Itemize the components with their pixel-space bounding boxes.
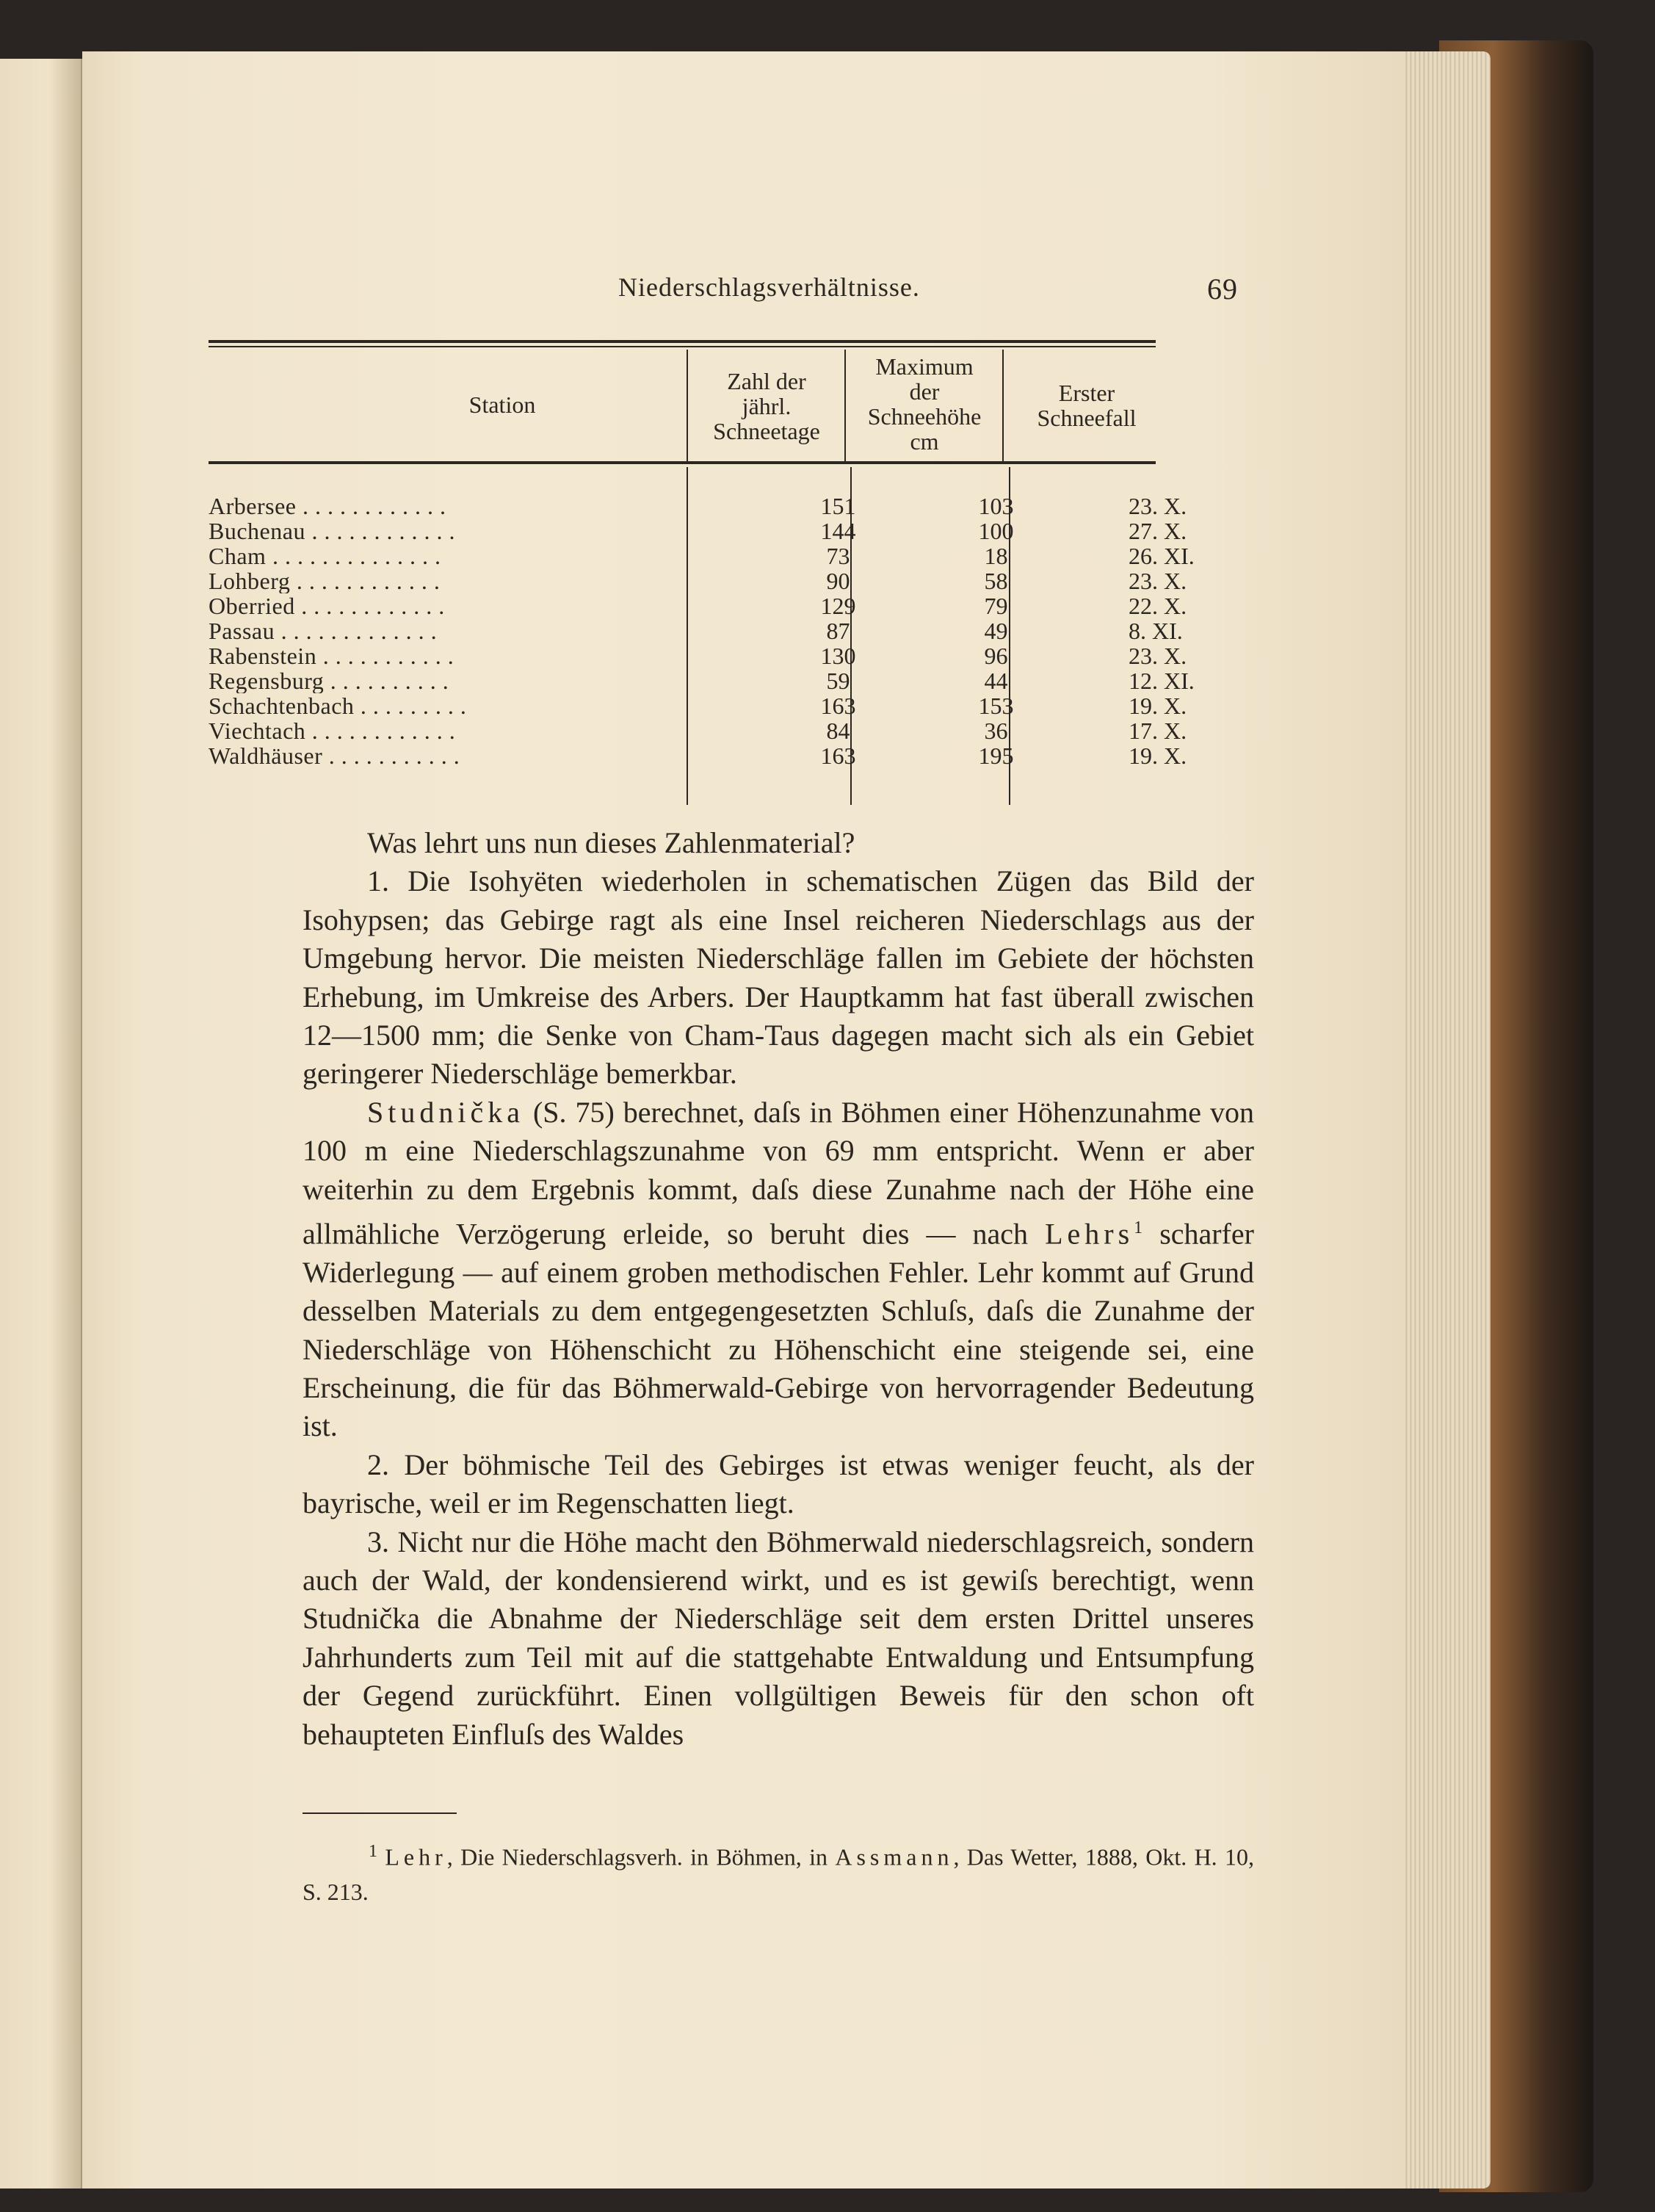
footnote-number: 1 — [369, 1842, 377, 1861]
table-row — [209, 518, 1251, 543]
first-snowfall: 23. X. — [1129, 643, 1187, 669]
page-stack-edge — [1399, 51, 1491, 2188]
footnote-author: Lehr — [385, 1843, 447, 1871]
table-top-rule — [209, 340, 1156, 343]
max-snow-depth: 79 — [984, 593, 1008, 619]
body-text — [303, 824, 1254, 1754]
paragraph-4: 3. Nicht nur die Höhe macht den Böhmerwald niederschlagsreich, sondern auch der Wald, der kondensierend wirkt, und es ist gewiſs berechtigt, wenn Studnička die Abnahme der Niederschläge seit dem ersten Drittel unseres Jahrhunderts zum Teil mit auf die stattgehabte Entwaldung und Entsumpfung der Gegend zurückführt. Einen vollgültigen Beweis für den schon oft behaupteten Einfluſs des Waldes — [303, 1525, 1254, 1751]
column-divider — [687, 350, 688, 461]
header-line: Schneefall — [1037, 405, 1137, 431]
header-station: Station — [468, 391, 536, 418]
snow-days: 144 — [820, 518, 856, 544]
table-row — [209, 568, 1251, 593]
max-snow-depth: 44 — [984, 668, 1008, 694]
paragraph-1: 1. Die Isohyëten wiederholen in schematischen Zügen das Bild der Isohypsen; das Gebirge ragt als eine Insel reicheren Niederschlags aus der Umgebung hervor. Die meisten Niederschläge fallen im Gebiete der höchsten Erhebung, im Umkreise des Arbers. Der Hauptkamm hat fast überall zwischen 12—1500 mm; die Senke von Cham-Taus dagegen macht sich als ein Gebiet geringerer Niederschläge bemerkbar. — [303, 864, 1254, 1091]
table-row — [209, 618, 1251, 643]
snow-days: 90 — [826, 568, 850, 594]
column-divider — [1002, 350, 1004, 461]
station-name: Arbersee . . . . . . . . . . . . — [209, 494, 446, 518]
paragraph-intro: Was lehrt uns nun dieses Zahlenmaterial? — [367, 826, 855, 859]
station-name: Regensburg . . . . . . . . . . — [209, 668, 449, 693]
header-line: Zahl der — [727, 368, 806, 394]
station-name: Passau . . . . . . . . . . . . . — [209, 618, 438, 643]
max-snow-depth: 36 — [984, 718, 1008, 744]
author-name: Lehrs — [1045, 1217, 1134, 1251]
max-snow-depth: 153 — [978, 693, 1014, 719]
max-snow-depth: 58 — [984, 568, 1008, 594]
snow-days: 129 — [820, 593, 856, 619]
snow-days: 73 — [826, 543, 850, 569]
table-row — [209, 543, 1251, 568]
snow-days: 163 — [820, 742, 856, 769]
page-number: 69 — [1207, 272, 1238, 306]
column-divider — [844, 350, 846, 461]
paragraph-3: 2. Der böhmische Teil des Gebirges ist etwas weniger feucht, als der bayrische, weil er im Regenschatten liegt. — [303, 1447, 1254, 1520]
table-row — [209, 494, 1251, 518]
station-name: Oberried . . . . . . . . . . . . — [209, 593, 445, 618]
first-snowfall: 12. XI. — [1129, 668, 1195, 694]
table-row — [209, 743, 1251, 768]
header-line: Maximum — [875, 353, 974, 380]
footnote-text: , Das Wetter, 1888, Okt. H. 10, S. 213. — [303, 1843, 1255, 1905]
header-line: Schneetage — [713, 418, 820, 444]
header-line: jährl. — [742, 393, 792, 419]
max-snow-depth: 49 — [984, 618, 1008, 644]
footnote-author: Assmann — [835, 1843, 954, 1871]
station-name: Waldhäuser . . . . . . . . . . . — [209, 743, 460, 768]
table-row — [209, 593, 1251, 618]
paragraph-2 — [303, 1094, 1254, 1446]
first-snowfall: 8. XI. — [1129, 618, 1183, 644]
header-line: der — [909, 378, 940, 405]
left-page-margin — [0, 59, 82, 2188]
station-name: Schachtenbach . . . . . . . . . — [209, 693, 467, 718]
max-snow-depth: 100 — [978, 518, 1014, 544]
header-line: Schneehöhe — [867, 403, 982, 430]
station-name: Viechtach . . . . . . . . . . . . — [209, 718, 456, 743]
table-row — [209, 718, 1251, 743]
paragraph-text: scharfer Widerlegung — auf einem groben methodischen Fehler. Lehr kommt auf Grund desselben Materials zu dem entgegengesetzten Schluſs, daſs die Zunahme der Niederschläge von Höhenschicht zu Höhenschicht eine steigende sei, eine Erscheinung, die für das Böhmerwald-Gebirge von hervorragender Bedeutung ist. — [303, 1217, 1255, 1443]
max-snow-depth: 195 — [978, 742, 1014, 769]
first-snowfall: 22. X. — [1129, 593, 1187, 619]
table-row — [209, 643, 1251, 668]
table-top-rule-thin — [209, 346, 1156, 347]
station-name: Buchenau . . . . . . . . . . . . — [209, 518, 455, 543]
snow-days: 84 — [826, 718, 850, 744]
station-name: Lohberg . . . . . . . . . . . . — [209, 568, 441, 593]
snow-days: 87 — [826, 618, 850, 644]
first-snowfall: 17. X. — [1129, 718, 1187, 744]
first-snowfall: 23. X. — [1129, 493, 1187, 519]
max-snow-depth: 96 — [984, 643, 1008, 669]
header-first-snowfall — [1006, 380, 1167, 430]
first-snowfall: 23. X. — [1129, 568, 1187, 594]
first-snowfall: 19. X. — [1129, 742, 1187, 769]
snow-days: 163 — [820, 693, 856, 719]
running-title: Niederschlagsverhältnisse. — [618, 272, 920, 302]
snow-days: 151 — [820, 493, 856, 519]
footnote-text: , Die Niederschlagsverh. in Böhmen, in — [446, 1843, 836, 1871]
header-max-snow-depth — [847, 354, 1002, 454]
max-snow-depth: 103 — [978, 493, 1014, 519]
station-name: Rabenstein . . . . . . . . . . . — [209, 643, 455, 668]
header-line: cm — [910, 428, 939, 455]
paragraph-text: (S. 75) berechnet, daſs in Böhmen einer Höhenzunahme von 100 m eine Niederschlagszunahme von 69 mm entspricht. Wenn er aber weiterhin zu dem Ergebnis kommt, daſs diese Zunahme nach der Höhe eine allmähliche Verzögerung erleide, so beruht dies — nach — [303, 1095, 1254, 1251]
footnote-mark: 1 — [1134, 1218, 1143, 1238]
footnote-rule — [303, 1812, 457, 1814]
table-row — [209, 668, 1251, 693]
snow-days: 130 — [820, 643, 856, 669]
table-header-rule — [209, 461, 1156, 464]
station-name: Cham . . . . . . . . . . . . . . — [209, 543, 441, 568]
first-snowfall: 26. XI. — [1129, 543, 1195, 569]
first-snowfall: 19. X. — [1129, 693, 1187, 719]
snow-days: 59 — [826, 668, 850, 694]
first-snowfall: 27. X. — [1129, 518, 1187, 544]
max-snow-depth: 18 — [984, 543, 1008, 569]
footnote — [303, 1835, 1254, 1909]
table-row — [209, 693, 1251, 718]
header-snow-days — [689, 369, 844, 444]
author-name: Studnička — [367, 1095, 524, 1129]
book-page — [82, 51, 1404, 2188]
header-line: Erster — [1058, 380, 1115, 406]
